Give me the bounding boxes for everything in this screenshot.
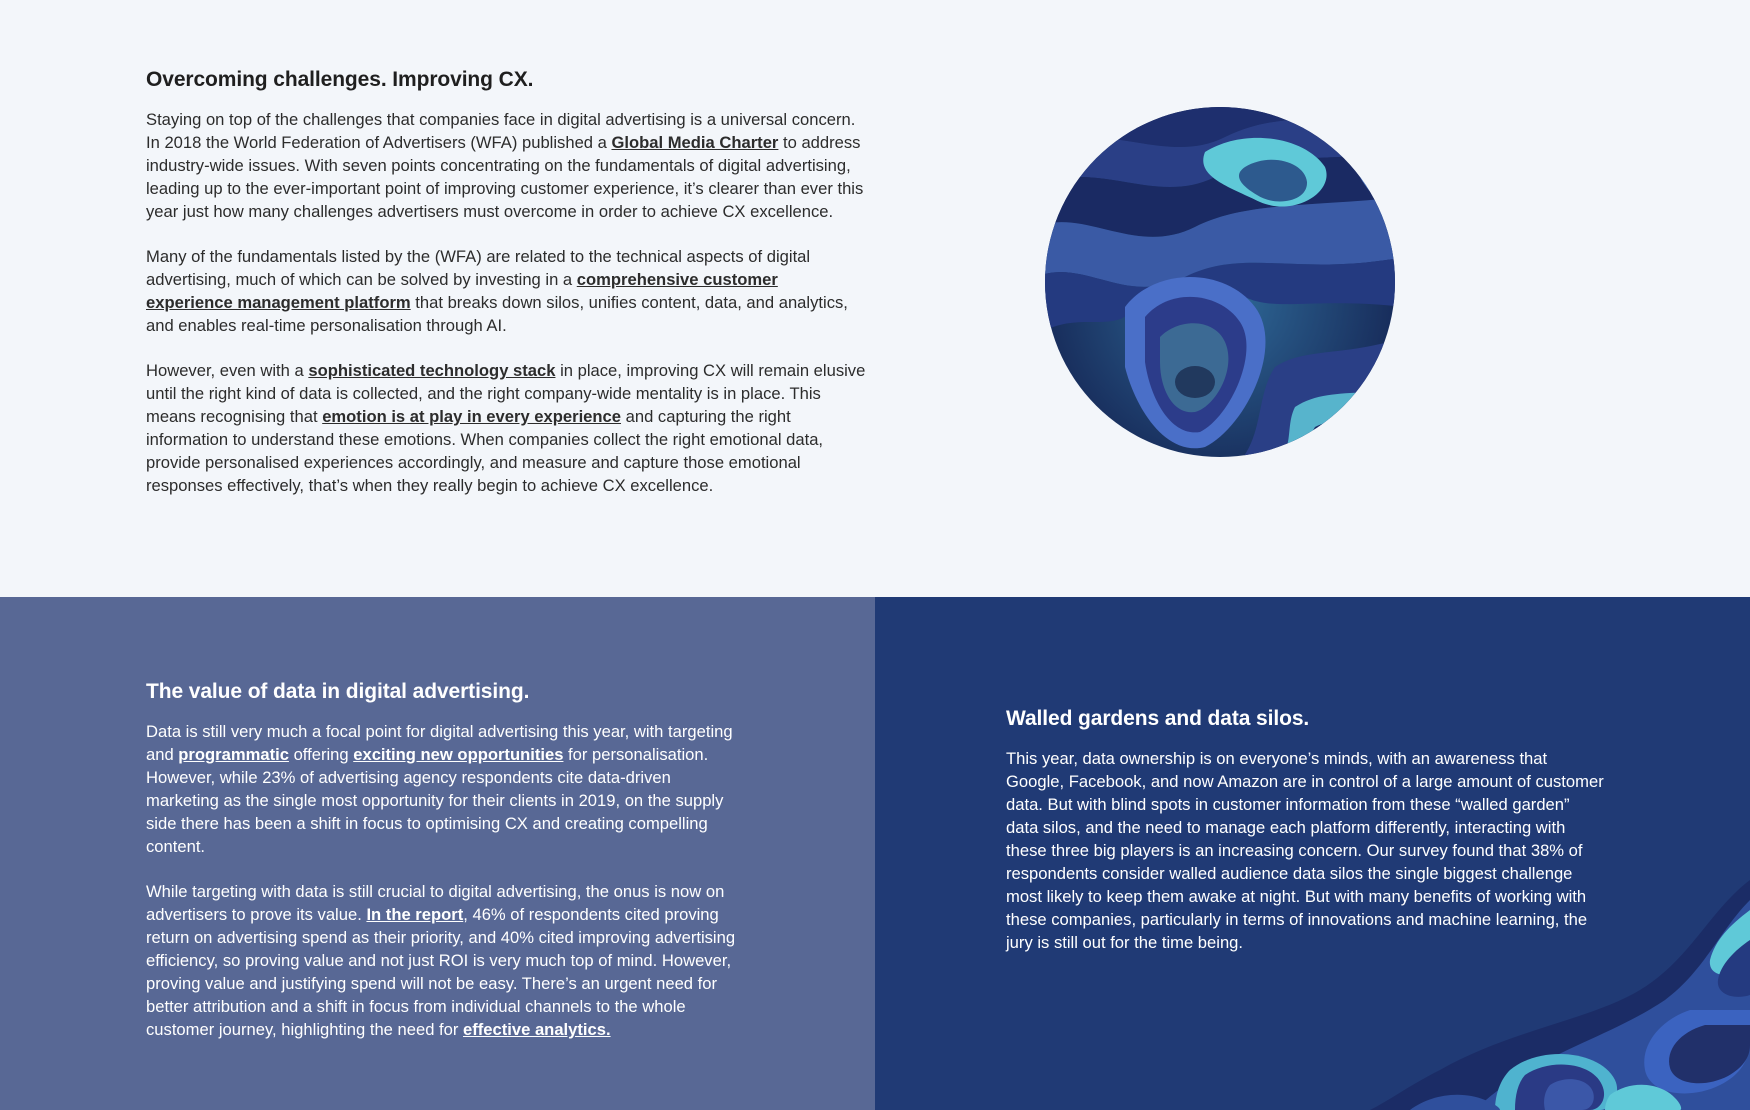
text: However, even with a <box>146 361 309 380</box>
text-column <box>1006 707 1606 976</box>
in-the-report-link[interactable]: In the report <box>366 905 464 924</box>
paragraph <box>146 359 868 497</box>
technology-stack-link[interactable]: sophisticated technology stack <box>308 361 556 380</box>
section-heading: The value of data in digital advertising. <box>146 680 530 703</box>
programmatic-link[interactable]: programmatic <box>178 745 289 764</box>
global-media-charter-link[interactable]: Global Media Charter <box>611 133 779 152</box>
emotion-experience-link[interactable]: emotion is at play in every experience <box>322 407 622 426</box>
text: Data is still very much a focal point for digital advertising this year, with targeting and <box>146 722 733 764</box>
exciting-opportunities-link[interactable]: exciting new opportunities <box>353 745 564 764</box>
text-column <box>146 680 746 1063</box>
text: Staying on top of the challenges that companies face in digital advertising is a universal concern. In 2018 the World Federation of Advertisers (WFA) published a <box>146 110 856 152</box>
text: for personalisation. However, while 23% of advertising agency respondents cite data-driven marketing as the single most opportunity for their clients in 2019, on the supply side there has been a shift in focus to optimising CX and creating compelling content. <box>146 745 724 856</box>
paragraph <box>146 880 746 1041</box>
section-heading: Walled gardens and data silos. <box>1006 707 1310 730</box>
effective-analytics-link[interactable]: effective analytics. <box>463 1020 611 1039</box>
text: that breaks down silos, unifies content, data, and analytics, and enables real-time personalisation through AI. <box>146 293 848 335</box>
text: in place, improving CX will remain elusive until the right kind of data is collected, and the right company-wide mentality is in place. This means recognising that <box>146 361 866 426</box>
text: and capturing the right information to understand these emotions. When companies collect the right emotional data, provide personalised experiences accordingly, and measure and capture those emotional responses effectively, that’s when they really begin to achieve CX excellence. <box>146 407 824 495</box>
abstract-3d-illustration <box>1045 107 1395 457</box>
text: Many of the fundamentals listed by the (WFA) are related to the technical aspects of digital advertising, much of which can be solved by investing in a <box>146 247 811 289</box>
paragraph: This year, data ownership is on everyone’s minds, with an awareness that Google, Facebook, and now Amazon are in control of a large amount of customer data. But with blind spots in customer information from these “walled garden” data silos, and the need to manage each platform differently, interacting with these three big players is an increasing concern. Our survey found that 38% of respondents consider walled audience data silos the single biggest challenge most likely to keep them awake at night. But with many benefits of working with these companies, particularly in terms of innovations and machine learning, the jury is still out for the time being. <box>1006 749 1604 952</box>
section-walled-gardens <box>875 597 1750 1110</box>
cx-management-platform-link[interactable]: comprehensive customer experience management platform <box>146 270 778 312</box>
text: , 46% of respondents cited proving return on advertising spend as their priority, and 40% cited improving advertising efficiency, so proving value and not just ROI is very much top of mind. However, proving value and justifying spend will not be easy. There’s an urgent need for better attribution and a shift in focus from individual channels to the whole customer journey, highlighting the need for <box>146 905 736 1039</box>
section-value-of-data <box>0 597 875 1110</box>
paragraph <box>146 720 746 858</box>
paragraph <box>146 108 868 223</box>
text: While targeting with data is still crucial to digital advertising, the onus is now on advertisers to prove its value. <box>146 882 725 924</box>
text-column <box>146 68 868 519</box>
text: offering <box>288 745 354 764</box>
text: to address industry-wide issues. With seven points concentrating on the fundamentals of digital advertising, leading up to the ever-important point of improving customer experience, it’s clearer than ever this year just how many challenges advertisers must overcome in order to achieve CX excellence. <box>146 133 864 221</box>
section-heading: Overcoming challenges. Improving CX. <box>146 68 534 91</box>
paragraph <box>146 245 868 337</box>
